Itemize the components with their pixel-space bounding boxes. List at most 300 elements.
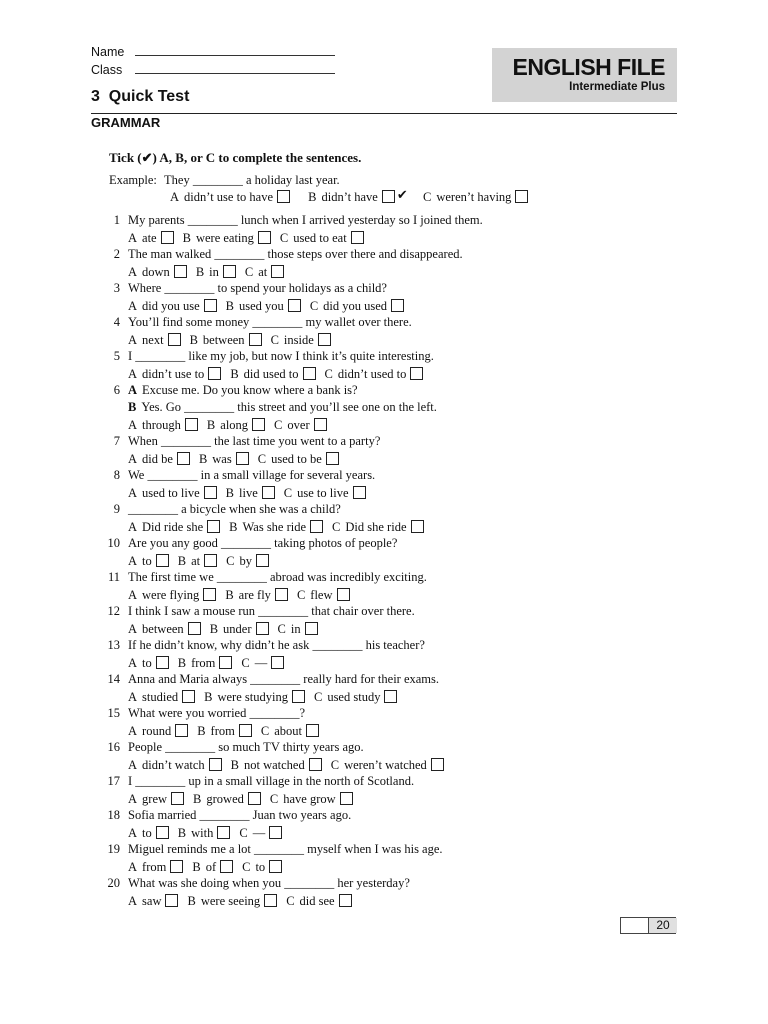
option-text: were flying — [142, 588, 200, 602]
option-letter: B — [195, 265, 205, 279]
checkbox[interactable] — [209, 758, 222, 771]
option-text: have grow — [283, 792, 336, 806]
option-letter: C — [324, 367, 333, 381]
checkbox[interactable] — [168, 333, 181, 346]
section-heading: GRAMMAR — [91, 115, 161, 130]
question-number: 10 — [107, 536, 120, 550]
checkbox[interactable] — [219, 656, 232, 669]
question-number: 7 — [113, 434, 120, 448]
checkbox[interactable] — [303, 367, 316, 380]
question-number: 20 — [107, 876, 120, 890]
checkbox[interactable] — [305, 622, 318, 635]
checkbox[interactable] — [262, 486, 275, 499]
checkbox[interactable] — [431, 758, 444, 771]
option-text: ate — [142, 231, 157, 245]
checkbox[interactable] — [384, 690, 397, 703]
option-a — [128, 792, 184, 807]
checkbox[interactable] — [204, 554, 217, 567]
option-text: didn’t use to — [142, 367, 205, 381]
option-a — [128, 758, 222, 773]
checkbox[interactable] — [326, 452, 339, 465]
option-a — [128, 265, 187, 280]
option-letter: C — [283, 486, 293, 500]
question-text: If he didn’t know, why didn’t he ask ________ his teacher? — [128, 638, 425, 652]
question-text: You’ll find some money ________ my wallet over there. — [128, 315, 412, 329]
question-text: Are you any good ________ taking photos of people? — [128, 536, 398, 550]
checkbox[interactable] — [277, 190, 290, 203]
checkbox[interactable] — [217, 826, 230, 839]
question-text: Sofia married ________ Juan two years ago. — [128, 808, 352, 822]
option-text: over — [287, 418, 310, 432]
option-a — [128, 554, 169, 569]
class-label: Class — [91, 63, 123, 77]
question-text: I think I saw a mouse run ________ that chair over there. — [128, 604, 415, 618]
option-letter: B — [187, 894, 196, 908]
option-text: down — [142, 265, 170, 279]
dialogue-line — [128, 400, 437, 415]
tick-icon: ✔ — [141, 150, 153, 165]
option-a — [128, 299, 217, 314]
checkbox[interactable] — [171, 792, 184, 805]
checkbox[interactable] — [515, 190, 528, 203]
checkbox[interactable] — [204, 486, 217, 499]
checkbox[interactable] — [340, 792, 353, 805]
question-text: What was she doing when you ________ her yesterday? — [128, 876, 410, 890]
answer-options — [128, 367, 432, 382]
answer-options — [128, 520, 433, 535]
page-title: 3 Quick Test — [91, 88, 190, 105]
option-b — [178, 656, 233, 671]
answer-options — [128, 588, 359, 603]
option-letter: B — [177, 826, 187, 840]
option-text: were studying — [217, 690, 288, 704]
checkbox[interactable] — [208, 367, 221, 380]
question-text: I ________ up in a small village in the north of Scotland. — [128, 774, 415, 788]
question-number: 4 — [113, 315, 120, 329]
answer-options — [128, 299, 413, 314]
question-number: 14 — [107, 672, 120, 686]
option-letter: C — [274, 418, 283, 432]
option-letter: A — [128, 656, 138, 670]
answer-options — [128, 452, 348, 467]
option-b — [199, 452, 249, 467]
option-letter: C — [332, 520, 341, 534]
instructions — [109, 150, 361, 166]
option-letter: B — [225, 299, 235, 313]
name-blank[interactable] — [135, 45, 335, 56]
brand-title: ENGLISH FILE — [512, 54, 665, 80]
question-number: 5 — [113, 349, 120, 363]
question-number: 2 — [113, 247, 120, 261]
instructions-suffix: ) A, B, or C to complete the sentences. — [152, 150, 362, 165]
option-letter: B — [225, 486, 235, 500]
option-a — [128, 588, 216, 603]
option-letter: B — [209, 622, 219, 636]
option-letter: B — [197, 724, 206, 738]
checkbox[interactable] — [411, 520, 424, 533]
instructions-prefix: Tick ( — [109, 150, 142, 165]
checkbox[interactable] — [188, 622, 201, 635]
option-b — [187, 894, 277, 909]
option-b — [178, 554, 217, 569]
option-c — [286, 894, 351, 909]
option-text: not watched — [243, 758, 305, 772]
option-c — [274, 418, 327, 433]
option-letter: C — [422, 190, 432, 204]
option-letter: A — [128, 758, 138, 772]
option-letter: C — [286, 894, 295, 908]
option-letter: C — [330, 758, 340, 772]
option-c — [258, 452, 339, 467]
option-text: in — [209, 265, 219, 279]
checkbox[interactable] — [309, 758, 322, 771]
checkbox[interactable] — [337, 588, 350, 601]
question-text: Where ________ to spend your holidays as a child? — [128, 281, 387, 295]
question-number: 8 — [113, 468, 120, 482]
checkbox[interactable] — [258, 231, 271, 244]
option-c — [242, 860, 282, 875]
example-line — [109, 173, 340, 188]
checkbox[interactable] — [351, 231, 364, 244]
option-c — [271, 333, 331, 348]
checkbox[interactable] — [161, 231, 174, 244]
checkbox[interactable] — [223, 265, 236, 278]
option-text: at — [191, 554, 201, 568]
option-text: did used to — [243, 367, 299, 381]
option-letter: C — [242, 860, 251, 874]
brand-logo — [492, 48, 677, 102]
option-b — [178, 826, 231, 841]
example-option-b — [308, 187, 408, 205]
checkbox[interactable] — [185, 418, 198, 431]
question-text: When ________ the last time you went to a party? — [128, 434, 381, 448]
option-a — [128, 656, 169, 671]
checkbox[interactable] — [236, 452, 249, 465]
option-text: live — [239, 486, 258, 500]
checkbox[interactable] — [314, 418, 327, 431]
checkbox[interactable] — [391, 299, 404, 312]
option-b — [226, 486, 275, 501]
option-a — [128, 520, 220, 535]
option-letter: B — [204, 690, 213, 704]
option-letter: A — [170, 190, 180, 204]
option-b — [190, 333, 262, 348]
option-text: did be — [142, 452, 173, 466]
option-text: about — [274, 724, 302, 738]
option-text: from — [191, 656, 216, 670]
option-a — [128, 231, 174, 246]
checkbox[interactable] — [249, 333, 262, 346]
option-text: round — [142, 724, 172, 738]
option-letter: B — [198, 452, 208, 466]
checkbox[interactable] — [252, 418, 265, 431]
option-letter: C — [270, 333, 279, 347]
option-a — [128, 690, 195, 705]
option-letter: B — [193, 792, 202, 806]
checkbox[interactable] — [203, 588, 216, 601]
option-letter: B — [230, 367, 239, 381]
option-c — [261, 724, 319, 739]
option-letter: A — [128, 554, 138, 568]
dialogue-text: Yes. Go ________ this street and you’ll see one on the left. — [141, 400, 437, 414]
option-text: with — [191, 826, 214, 840]
checkbox[interactable] — [256, 554, 269, 567]
option-c — [245, 265, 284, 280]
option-b — [204, 690, 305, 705]
option-text: to — [255, 860, 266, 874]
option-letter: A — [128, 299, 138, 313]
option-b — [192, 860, 233, 875]
answer-options — [128, 622, 327, 637]
option-letter: B — [189, 333, 198, 347]
option-text: were seeing — [200, 894, 261, 908]
option-c — [239, 826, 282, 841]
option-text: — — [254, 656, 268, 670]
option-letter: A — [128, 520, 138, 534]
answer-options — [128, 486, 375, 501]
option-text: flew — [310, 588, 333, 602]
option-letter: C — [226, 554, 235, 568]
option-letter: C — [309, 299, 319, 313]
option-text: growed — [206, 792, 244, 806]
option-text: to — [142, 656, 152, 670]
option-text: studied — [142, 690, 179, 704]
option-b — [229, 520, 323, 535]
option-c — [314, 690, 397, 705]
option-a — [128, 452, 190, 467]
example-option-c — [423, 190, 528, 205]
option-b — [210, 622, 269, 637]
option-letter: C — [313, 690, 323, 704]
option-letter: A — [128, 452, 138, 466]
question-text: The man walked ________ those steps over there and disappeared. — [128, 247, 463, 261]
option-letter: A — [128, 724, 138, 738]
checkbox[interactable] — [170, 860, 183, 873]
option-text: did you used — [323, 299, 388, 313]
checkbox[interactable] — [339, 894, 352, 907]
option-text: to — [142, 554, 152, 568]
option-text: — — [252, 826, 266, 840]
option-text: of — [205, 860, 217, 874]
question-text: ________ a bicycle when she was a child? — [128, 502, 341, 516]
question-number: 15 — [107, 706, 120, 720]
checkbox[interactable] — [271, 265, 284, 278]
class-blank[interactable] — [135, 63, 335, 74]
question-number: 13 — [107, 638, 120, 652]
option-c — [284, 486, 366, 501]
option-a — [128, 724, 188, 739]
option-letter: B — [230, 758, 239, 772]
option-c — [297, 588, 350, 603]
speaker-letter: B — [128, 400, 137, 414]
option-text: from — [210, 724, 235, 738]
option-text: Was she ride — [242, 520, 307, 534]
answer-options — [128, 418, 336, 433]
option-c — [241, 656, 284, 671]
option-letter: A — [128, 894, 138, 908]
option-letter: C — [260, 724, 270, 738]
option-a — [128, 367, 221, 382]
option-a — [128, 486, 217, 501]
option-text: didn’t watch — [142, 758, 205, 772]
option-text: by — [239, 554, 252, 568]
option-c — [332, 520, 423, 535]
option-letter: C — [257, 452, 267, 466]
option-a — [128, 894, 178, 909]
speaker-letter: A — [128, 383, 138, 397]
option-text: in — [290, 622, 301, 636]
question-number: 18 — [107, 808, 120, 822]
example-sentence: They ________ a holiday last year. — [164, 173, 340, 187]
question-number: 1 — [113, 213, 120, 227]
option-letter: A — [128, 826, 138, 840]
checkbox[interactable] — [156, 826, 169, 839]
question-number: 16 — [107, 740, 120, 754]
option-letter: B — [206, 418, 216, 432]
brand-subtitle: Intermediate Plus — [569, 81, 665, 93]
example-option-a — [170, 190, 290, 205]
question-number: 3 — [113, 281, 120, 295]
option-b — [193, 792, 261, 807]
checkbox[interactable] — [269, 860, 282, 873]
option-a — [128, 333, 181, 348]
option-text: Did ride she — [142, 520, 204, 534]
option-text: along — [220, 418, 249, 432]
checkbox[interactable] — [264, 894, 277, 907]
option-letter: C — [239, 826, 248, 840]
checkbox[interactable] — [292, 690, 305, 703]
option-letter: B — [229, 520, 238, 534]
option-letter: C — [277, 622, 286, 636]
checkbox[interactable] — [310, 520, 323, 533]
option-text: at — [258, 265, 268, 279]
checkbox[interactable] — [271, 656, 284, 669]
option-text: weren’t watched — [344, 758, 427, 772]
answer-options — [128, 265, 293, 280]
answer-options — [128, 231, 373, 246]
option-text: next — [142, 333, 164, 347]
option-text: used you — [239, 299, 284, 313]
option-text: to — [142, 826, 152, 840]
option-letter: A — [128, 860, 138, 874]
option-text: through — [142, 418, 181, 432]
option-letter: A — [128, 622, 138, 636]
option-a — [128, 860, 183, 875]
checkbox[interactable] — [207, 520, 220, 533]
checkbox[interactable] — [306, 724, 319, 737]
question-number: 6 — [113, 383, 120, 397]
option-letter: C — [269, 792, 279, 806]
option-text: saw — [142, 894, 162, 908]
option-letter: B — [225, 588, 234, 602]
checkbox[interactable] — [239, 724, 252, 737]
option-c — [226, 554, 269, 569]
option-text: used to be — [271, 452, 322, 466]
option-text: did you use — [142, 299, 200, 313]
checkbox[interactable] — [175, 724, 188, 737]
option-b — [230, 367, 315, 382]
answer-options — [128, 792, 362, 807]
question-number: 19 — [107, 842, 120, 856]
checkbox[interactable] — [256, 622, 269, 635]
option-letter: A — [128, 231, 138, 245]
option-letter: A — [128, 588, 138, 602]
option-a — [128, 826, 169, 841]
option-b — [196, 265, 236, 280]
option-letter: A — [128, 367, 138, 381]
option-b — [197, 724, 252, 739]
option-b — [226, 299, 301, 314]
checkbox[interactable] — [177, 452, 190, 465]
option-text: between — [142, 622, 184, 636]
option-c — [325, 367, 424, 382]
checkbox-ticked[interactable] — [382, 187, 408, 203]
answer-options — [128, 333, 340, 348]
name-field[interactable] — [91, 45, 335, 59]
option-letter: A — [128, 792, 138, 806]
answer-options — [128, 724, 328, 739]
answer-options — [128, 690, 406, 705]
checkbox[interactable] — [269, 826, 282, 839]
checkbox[interactable] — [288, 299, 301, 312]
question-number: 9 — [113, 502, 120, 516]
dialogue-line — [128, 383, 358, 398]
score-total: 20 — [648, 918, 677, 933]
question-text: The first time we ________ abroad was incredibly exciting. — [128, 570, 427, 584]
option-text: are fly — [238, 588, 271, 602]
option-text: use to live — [297, 486, 349, 500]
checkbox[interactable] — [165, 894, 178, 907]
option-text: inside — [283, 333, 314, 347]
option-text: from — [142, 860, 167, 874]
option-text: grew — [142, 792, 168, 806]
score-box — [620, 917, 676, 934]
header-divider — [91, 113, 677, 114]
option-text: used to live — [142, 486, 200, 500]
option-c — [331, 758, 444, 773]
option-text: was — [212, 452, 232, 466]
option-letter: C — [279, 231, 289, 245]
checkbox[interactable] — [275, 588, 288, 601]
checkbox[interactable] — [248, 792, 261, 805]
checkbox[interactable] — [182, 690, 195, 703]
option-letter: B — [308, 190, 317, 204]
checkbox[interactable] — [318, 333, 331, 346]
option-text: Did she ride — [345, 520, 407, 534]
dialogue-text: Excuse me. Do you know where a bank is? — [142, 383, 358, 397]
checkbox[interactable] — [220, 860, 233, 873]
answer-options — [128, 894, 361, 909]
answer-options — [128, 656, 293, 671]
checkbox[interactable] — [353, 486, 366, 499]
option-c — [270, 792, 353, 807]
example-options — [170, 187, 537, 205]
checkbox[interactable] — [156, 554, 169, 567]
option-letter: B — [192, 860, 201, 874]
option-letter: B — [177, 554, 187, 568]
class-field[interactable] — [91, 63, 335, 77]
option-letter: A — [128, 486, 138, 500]
option-letter: A — [128, 418, 138, 432]
checkbox[interactable] — [410, 367, 423, 380]
name-label: Name — [91, 45, 125, 59]
option-letter: B — [182, 231, 191, 245]
checkbox[interactable] — [204, 299, 217, 312]
option-text: didn’t have — [321, 190, 378, 204]
checkbox[interactable] — [174, 265, 187, 278]
option-b — [207, 418, 265, 433]
checkbox[interactable] — [156, 656, 169, 669]
